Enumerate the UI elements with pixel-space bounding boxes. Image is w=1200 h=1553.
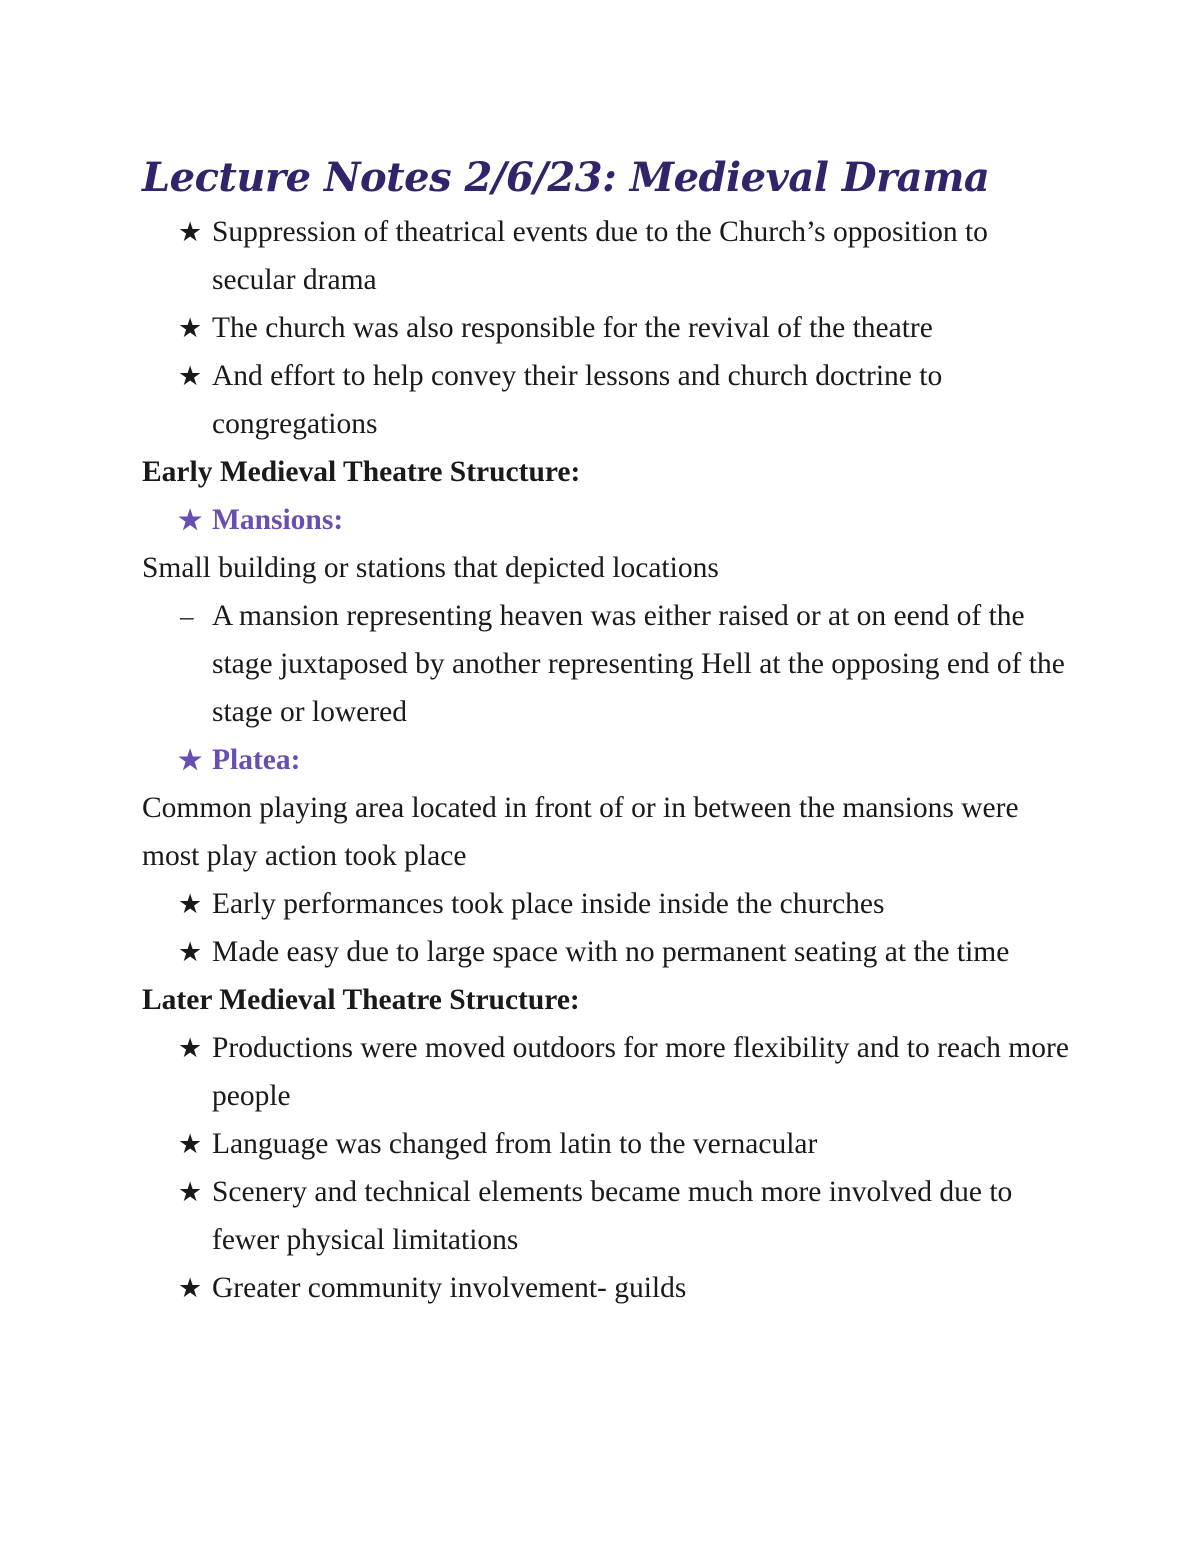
dash-icon: – [180,601,194,631]
list-item [142,928,1072,976]
star-icon: ★ [178,1129,203,1159]
bullet-text: The church was also responsible for the revival of the theatre [212,312,933,344]
list-item [142,1120,1072,1168]
bullet-text: Early performances took place inside inside the churches [212,888,885,920]
star-icon: ★ [178,505,203,535]
bullet-text: Scenery and technical elements became much more involved due to fewer physical limitations [212,1176,1013,1256]
section-heading-early: Early Medieval Theatre Structure: [142,456,581,488]
bullet-text: Productions were moved outdoors for more flexibility and to reach more people [212,1032,1069,1112]
star-icon: ★ [178,1177,203,1207]
star-icon: ★ [178,889,203,919]
star-icon: ★ [178,313,203,343]
bullet-text: And effort to help convey their lessons and church doctrine to congregations [212,360,943,440]
list-item [142,1024,1072,1120]
subheading-label: Mansions: [212,504,344,536]
list-item [142,592,1072,736]
bullet-text: Language was changed from latin to the vernacular [212,1128,818,1160]
intro-list [142,208,1072,1312]
star-icon: ★ [178,1273,203,1303]
star-icon: ★ [178,361,203,391]
subheading-mansions [142,496,1072,544]
list-item [142,880,1072,928]
star-icon: ★ [178,1033,203,1063]
list-item [142,208,1072,304]
platea-definition: Common playing area located in front of or in between the mansions were most play action took place [142,792,1019,872]
bullet-text: Greater community involvement- guilds [212,1272,687,1304]
page-title: Lecture Notes 2/6/23: Medieval Drama [142,154,990,201]
star-icon: ★ [178,937,203,967]
subheading-label: Platea: [212,744,301,776]
bullet-text: Made easy due to large space with no permanent seating at the time [212,936,1010,968]
star-icon: ★ [178,745,203,775]
mansions-definition: Small building or stations that depicted locations [142,552,719,584]
star-icon: ★ [178,217,203,247]
list-item [142,352,1072,448]
subheading-platea [142,736,1072,784]
list-item [142,1168,1072,1264]
bullet-text: Suppression of theatrical events due to the Church’s opposition to secular drama [212,216,988,296]
list-item [142,1264,1072,1312]
document-page [142,148,1072,1312]
dash-text: A mansion representing heaven was either raised or at on eend of the stage juxtaposed by another representing Hell at the opposing end of the stage or lowered [212,600,1065,728]
list-item [142,304,1072,352]
section-heading-later: Later Medieval Theatre Structure: [142,984,580,1016]
